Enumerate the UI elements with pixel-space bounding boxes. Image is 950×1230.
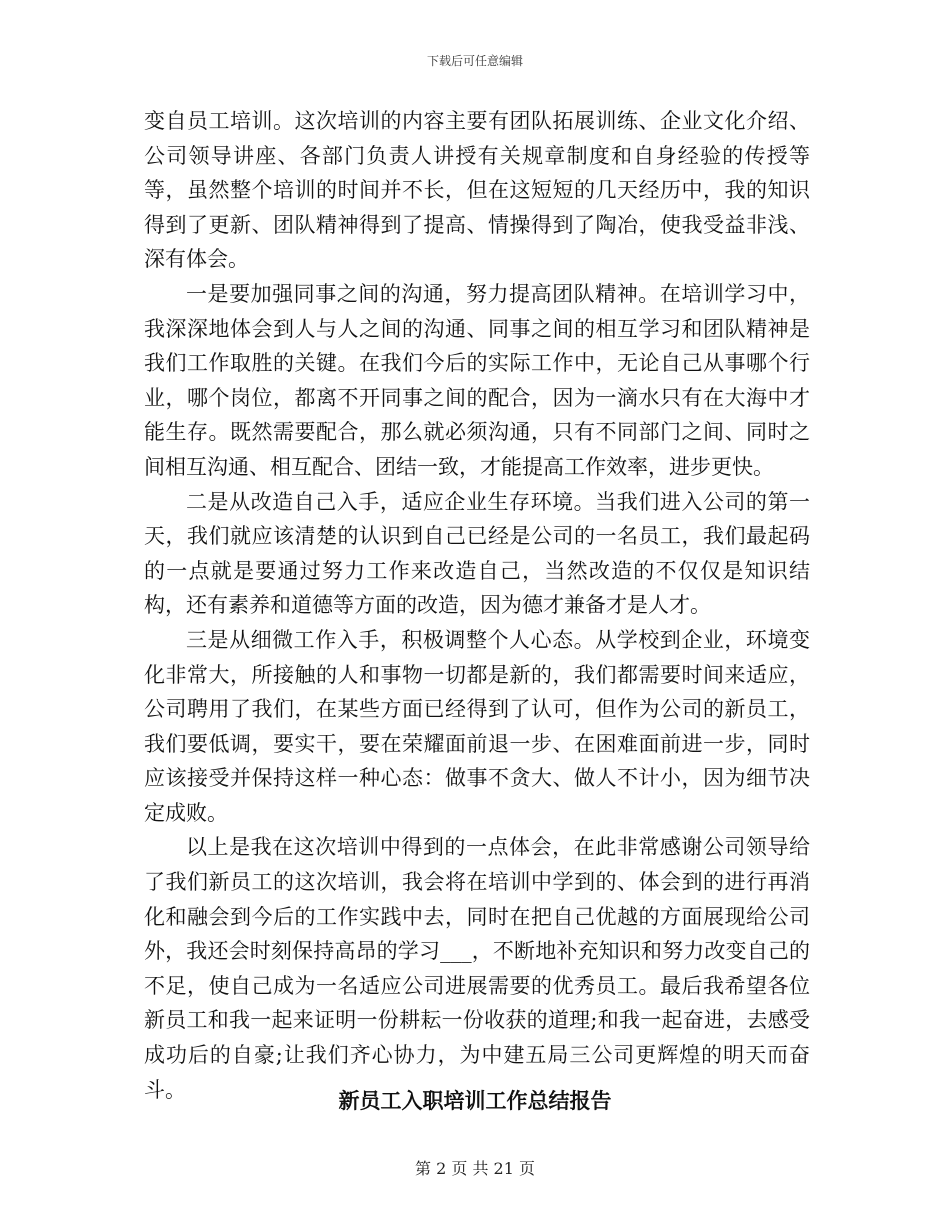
section-title: 新员工入职培训工作总结报告: [338, 1089, 612, 1113]
page-number: 第 2 页 共 21 页: [415, 1159, 535, 1178]
paragraph-point-one: 一是要加强同事之间的沟通，努力提高团队精神。在培训学习中，我深深地体会到人与人之间的沟通、同事之间的相互学习和团队精神是我们工作取胜的关键。在我们今后的实际工作中，无论自己从事哪个行业，哪个岗位，都离不开同事之间的配合，因为一滴水只有在大海中才能生存。既然需要配合，那么就必须沟通，只有不同部门之间、同时之间相互沟通、相互配合、团结一致，才能提高工作效率，进步更快。: [144, 281, 810, 479]
paragraph-conclusion: 以上是我在这次培训中得到的一点体会，在此非常感谢公司领导给了我们新员工的这次培训，我会将在培训中学到的、体会到的进行再消化和融会到今后的工作实践中去，同时在把自己优越的方面展现给公司外，我还会时刻保持高昂的学习___，不断地补充知识和努力改变自己的不足，使自己成为一名适应公司进展需要的优秀员工。最后我希望各位新员工和我一起来证明一份耕耘一份收获的道理;和我一起奋进，去感受成功后的自豪;让我们齐心协力，为中建五局三公司更辉煌的明天而奋斗。: [144, 835, 810, 1102]
document-body: [144, 104, 810, 1107]
page-header: 下载后可任意编辑: [426, 54, 523, 68]
paragraph-point-two: 二是从改造自己入手，适应企业生存环境。当我们进入公司的第一天，我们就应该清楚的认识到自己已经是公司的一名员工，我们最起码的一点就是要通过努力工作来改造自己，当然改造的不仅仅是知识结构，还有素养和道德等方面的改造，因为德才兼备才是人才。: [144, 489, 810, 618]
paragraph-point-three: 三是从细微工作入手，积极调整个人心态。从学校到企业，环境变化非常大，所接触的人和事物一切都是新的，我们都需要时间来适应，公司聘用了我们，在某些方面已经得到了认可，但作为公司的新员工，我们要低调，要实干，要在荣耀面前退一步、在困难面前进一步，同时应该接受并保持这样一种心态：做事不贪大、做人不计小，因为细节决定成败。: [144, 627, 810, 825]
paragraph-continuation: 变自员工培训。这次培训的内容主要有团队拓展训练、企业文化介绍、公司领导讲座、各部门负责人讲授有关规章制度和自身经验的传授等等，虽然整个培训的时间并不长，但在这短短的几天经历中，我的知识得到了更新、团队精神得到了提高、情操得到了陶冶，使我受益非浅、深有体会。: [144, 109, 810, 272]
